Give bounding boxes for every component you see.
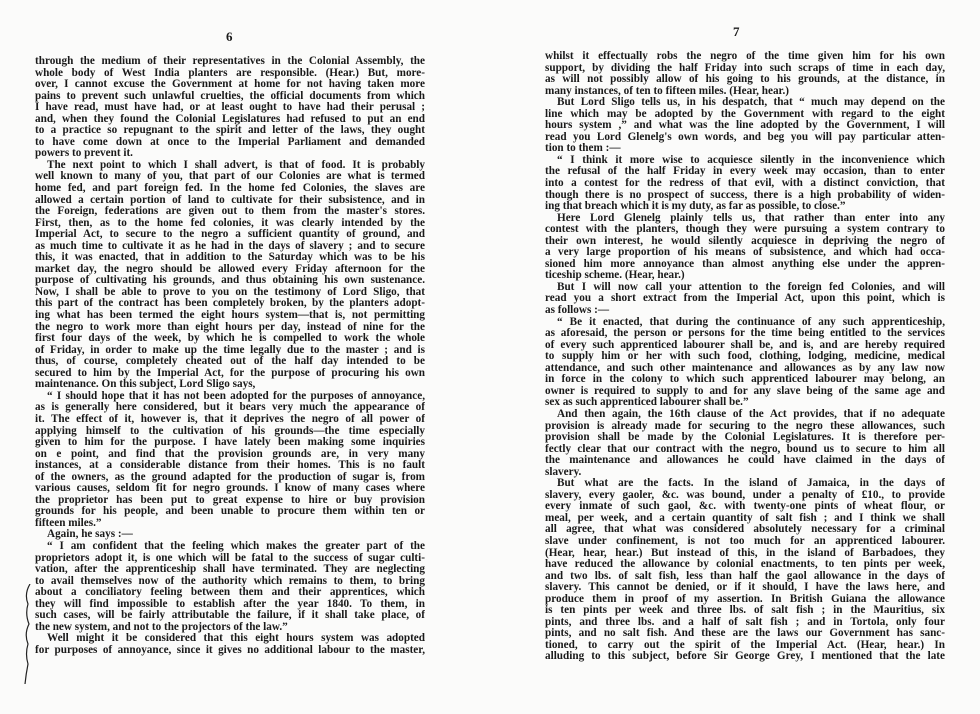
text-line: maintenance. On this subject, Lord Sligo says, (35, 379, 256, 391)
text-line: grounds for his people, and been unable to procure them within ten or (35, 506, 425, 518)
text-line: (Hear, hear, hear.) But instead of this, in the island of Barbadoes, they (545, 547, 945, 559)
text-line: proprietors adopt it, is one which will be fatal to the success of sugar culti- (35, 552, 425, 564)
body-text (35, 56, 425, 656)
text-line: Again, he says :— (47, 529, 133, 541)
text-line: secured to him by the Imperial Act, for the purpose of procuring his own (35, 367, 425, 379)
text-line: meal, per week, and a certain quantity of salt fish ; and I think we shall (545, 512, 945, 524)
text-line: ing that breach which it is my duty, as far as possible, to close.” (545, 201, 846, 213)
text-line: for purposes of annoyance, since it gives no additional labour to the master, (35, 644, 425, 656)
text-line: I have read, must have had, or at least ought to have had their perusal ; (35, 102, 425, 114)
text-line: the new system, and not to the projectors of the law.” (35, 621, 288, 633)
text-line: attendance, and such other maintenance and allowances as by any law now (545, 362, 945, 374)
text-line: of the owners, as the ground adapted for the production of sugar is, from (35, 471, 425, 483)
text-line: as aforesaid, the person or persons for the time being entitled to the services (545, 328, 945, 340)
text-line: the maintenance and allowances he could have claimed in the days of (545, 455, 945, 467)
text-line: whole body of West India planters are responsible. (Hear.) But, more- (35, 67, 425, 79)
text-line: And then again, the 16th clause of the Act provides, that if no adequate (557, 408, 945, 420)
text-line: “ Be it enacted, that during the continuance of any such apprenticeship, (557, 316, 945, 328)
text-line: read you Lord Glenelg's own words, and beg you will pay particular atten- (545, 131, 945, 143)
text-line: allowed a certain portion of land to cultivate for their subsistence, and in (35, 194, 425, 206)
text-line: the refusal of the half Friday in every week may occasion, than to enter (545, 166, 945, 178)
text-line: the proprietor has been put to great expense to hire or buy provision (35, 494, 425, 506)
text-line: “ I am confident that the feeling which makes the greater part of the (47, 540, 425, 552)
text-line: slavery. (545, 466, 582, 478)
text-line: tioned, to carry out the spirit of the Imperial Act. (Hear, hear.) In (545, 639, 945, 651)
right-page (490, 0, 980, 714)
text-line: slave under confinement, is not too much for an apprenticed labourer. (545, 535, 945, 547)
text-line: many instances, of ten to fifteen miles. (Hear, hear.) (545, 85, 790, 97)
text-line: sex as such apprenticed labourer shall be.” (545, 397, 749, 409)
text-line: market day, the negro should be allowed every Friday afternoon for the (35, 263, 425, 275)
text-line: the Foreign, federations are given out to them from the master's stores. (35, 206, 425, 218)
text-line: to supply him or her with such food, clothing, lodging, medicine, medical (545, 351, 945, 363)
body-text (545, 51, 945, 663)
text-line: as follows :— (545, 305, 610, 317)
text-line: in force in the colony to which such apprenticed labourer may belong, an (545, 374, 945, 386)
text-line: through the medium of their representatives in the Colonial Assembly, the (35, 56, 425, 67)
text-line: provision is already made for securing to the negro these allowances, such (545, 420, 945, 432)
text-line: The next point to which I shall advert, is that of food. It is probably (47, 159, 425, 171)
text-line: about a conciliatory feeling between them and their apprentices, which (35, 587, 425, 599)
text-line: fifteen miles.” (35, 517, 102, 529)
text-line: instances, at a considerable distance from their homes. This is no fault (35, 460, 425, 472)
text-line: Well might it be considered that this eight hours system was adopted (47, 633, 425, 645)
text-line: every inmate of such gaol, &c. with twenty-one pints of wheat flour, or (545, 501, 945, 513)
text-line: thus, of course, completely cheated out of the half day intended to be (35, 356, 425, 368)
text-line: applying himself to the cultivation of his grounds—the time especially (35, 425, 425, 437)
text-line: “ I think it more wise to acquiesce silently in the inconvenience which (557, 154, 945, 166)
text-line: owner is required to supply to and for any slave being of the same age and (545, 385, 945, 397)
text-line: Imperial Act, to secure to the negro a sufficient quantity of ground, and (35, 229, 425, 241)
text-line: But what are the facts. In the island of Jamaica, in the days of (557, 478, 945, 490)
text-line: to have come down at once to the Imperial Parliament and demanded (35, 136, 425, 148)
text-line: as is generally here considered, but it bears very much the appearance of (35, 402, 425, 414)
text-line: “ I should hope that it has not been adopted for the purposes of annoyance, (47, 390, 425, 402)
text-line: given to him for the purpose. I have lately been making some inquiries (35, 437, 425, 449)
text-line: pints, and no salt fish. And these are the laws our Government has sanc- (545, 628, 945, 640)
text-line: fectly clear that our contract with the negro, bound us to secure to him all (545, 443, 945, 455)
text-line: But I will now call your attention to the foreign fed Colonies, and will (557, 281, 945, 293)
text-line: the negro to work more than eight hours per day, instead of nine for the (35, 321, 425, 333)
text-line: to avail themselves now of the authority which remains to them, to bring (35, 575, 425, 587)
text-line: ticeship scheme. (Hear, hear.) (545, 270, 685, 282)
text-line: line which may be adopted by the Government with regard to the eight (545, 108, 945, 120)
text-line: they will find impossible to establish after the year 1840. To them, in (35, 598, 425, 610)
text-line: a very large proportion of his means of subsistence, and which had occa- (545, 247, 945, 259)
text-line: though there is no prospect of success, there is a high probability of widen- (545, 189, 945, 201)
text-line: all agree, that what was considered absolutely necessary for a criminal (545, 524, 945, 536)
text-line: pains to prevent such unlawful cruelties, the official documents from which (35, 90, 425, 102)
text-line: First, then, as to the home fed colonies, it was clearly intended by the (35, 217, 425, 229)
text-line: to a practice so repugnant to the spirit and letter of the laws, they ought (35, 125, 425, 137)
text-line: and two lbs. of salt fish, less than half the gaol allowance in the days of (545, 570, 945, 582)
text-line: as will not possibly allow of his going to his grounds, at the distance, in (545, 74, 945, 86)
text-line: well known to many of you, that part of our Colonies are what is termed (35, 171, 425, 183)
text-line: into a contest for the redress of that evil, with a distinct conviction, that (545, 178, 945, 190)
text-line: sioned him more annoyance than almost anything else under the appren- (545, 258, 945, 270)
text-line: read you a short extract from the Imperial Act, upon this point, which is (545, 293, 945, 305)
text-line: such cases, will be fairly attributable the failure, if it shall take place, of (35, 610, 425, 622)
text-line: have reduced the allowance by colonial enactments, to ten pints per week, (545, 559, 945, 571)
handwritten-margin-bracket (22, 584, 32, 684)
text-line: hours system ,” and what was the line adopted by the Government, I will (545, 120, 945, 132)
text-line: of every such apprenticed labourer shall be, and is, and are hereby required (545, 339, 945, 351)
text-line: this part of the contract has been completely broken, by the planters adopt- (35, 298, 425, 310)
text-line: as much time to cultivate it as he had in the days of slavery ; and to secure (35, 240, 425, 252)
text-line: ing what has been termed the eight hours system—that is, not permitting (35, 310, 425, 322)
page-number: 6 (226, 29, 233, 44)
text-line: slavery, every gaoler, &c. was bound, under a penalty of £10., to provide (545, 489, 945, 501)
text-line: it. The effect of it, however is, that it deprives the negro of all power of (35, 413, 425, 425)
text-line: vation, after the apprenticeship shall have terminated. They are neglecting (35, 564, 425, 576)
text-line: But Lord Sligo tells us, in his despatch, that “ much may depend on the (557, 97, 945, 109)
text-line: tion to them :— (545, 143, 621, 155)
text-line: slavery. This cannot be denied, or if it should, I have the laws here, and (545, 582, 945, 594)
text-line: Now, I shall be able to prove to you on the testimony of Lord Sligo, that (35, 286, 425, 298)
text-line: various causes, seldom fit for negro grounds. I know of many cases where (35, 483, 425, 495)
text-line: alluding to this subject, before Sir George Grey, I mentioned that the late (545, 651, 945, 663)
text-line: and, when they found the Colonial Legislatures had refused to put an end (35, 113, 425, 125)
text-line: support, by dividing the half Friday into such scraps of time in each day, (545, 62, 945, 74)
text-line: on e point, and find that the provision grounds are, in very many (35, 448, 425, 460)
text-line: their own interest, he would silently acquiesce in depriving the negro of (545, 235, 945, 247)
text-line: produce them in proof of my assertion. In British Guiana the allowance (545, 593, 945, 605)
text-line: Here Lord Glenelg plainly tells us, that rather than enter into any (557, 212, 945, 224)
text-line: provision shall be made by the Colonial Legislatures. It is therefore per- (545, 432, 945, 444)
text-line: home fed, and part foreign fed. In the home fed Colonies, the slaves are (35, 183, 425, 195)
text-line: contest with the planters, though they were pursuing a system contrary to (545, 224, 945, 236)
text-line: pints, and three lbs. and a half of salt fish ; and in Tortola, only four (545, 616, 945, 628)
page-number: 7 (733, 24, 740, 39)
text-line: whilst it effectually robs the negro of the time given him for his own (545, 51, 945, 62)
text-line: first four days of the week, by which he is compelled to work the whole (35, 333, 425, 345)
text-line: is ten pints per week and three lbs. of salt fish ; in the Mauritius, six (545, 605, 945, 617)
text-line: of Friday, in order to make up the time legally due to the master ; and is (35, 344, 425, 356)
text-line: this, it was enacted, that in addition to the Saturday which was to be his (35, 252, 425, 264)
text-line: purpose of cultivating his grounds, and thus obtaining his own sustenance. (35, 275, 425, 287)
text-line: powers to prevent it. (35, 148, 133, 160)
text-line: over, I cannot excuse the Government at home for not having taken more (35, 79, 425, 91)
